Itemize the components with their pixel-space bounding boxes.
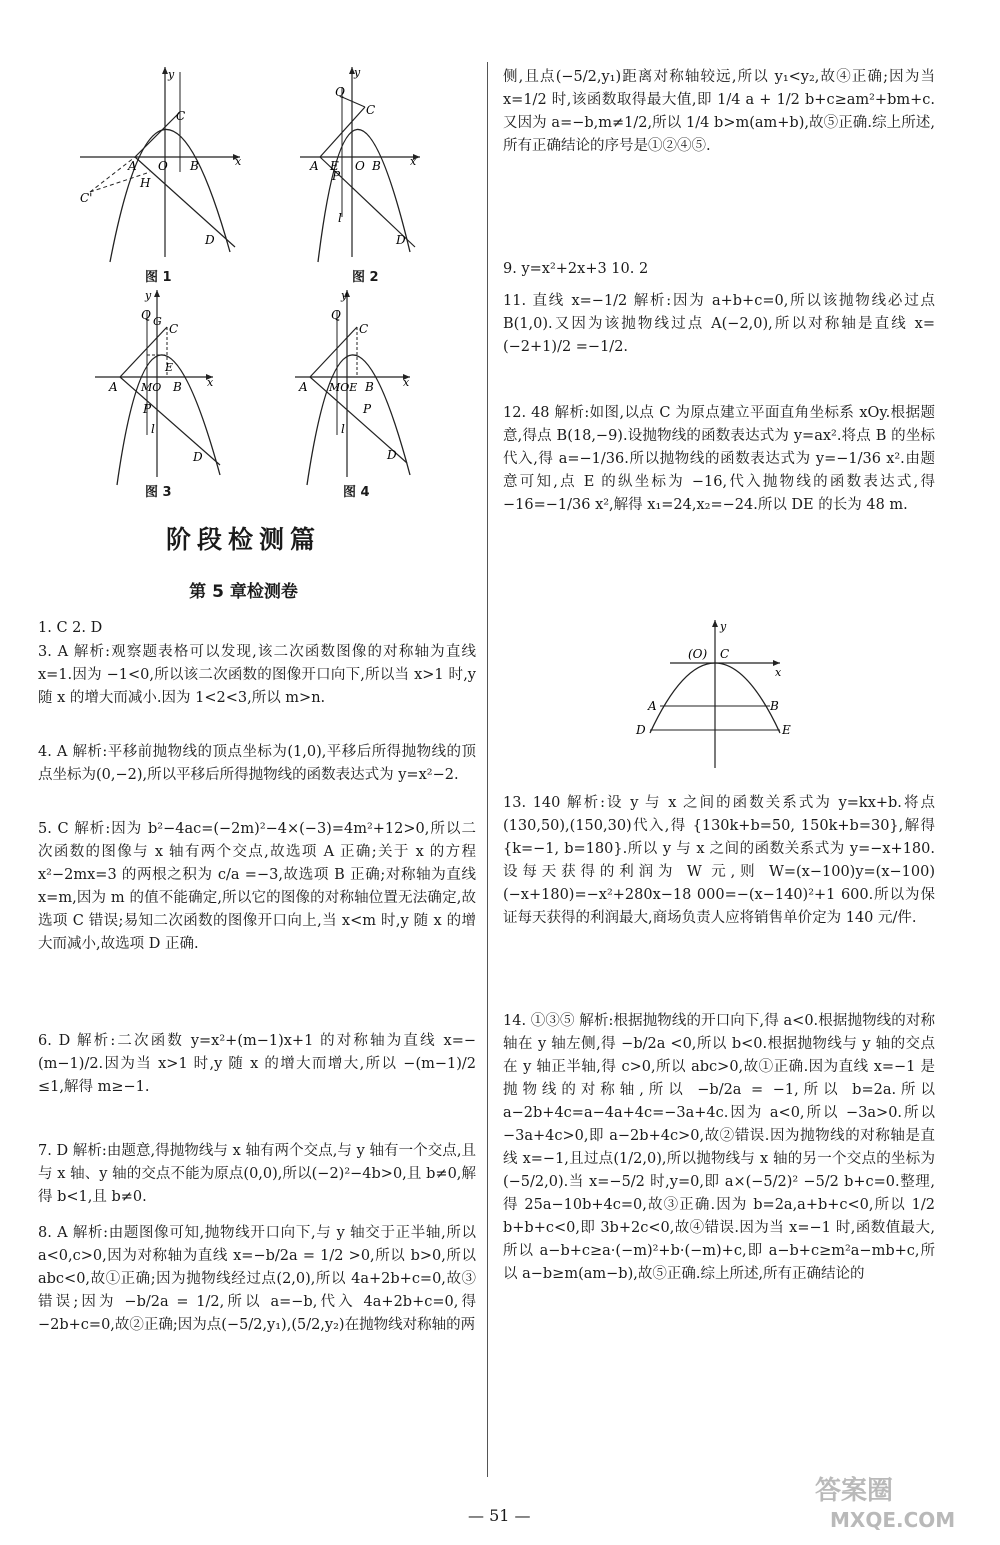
answer-6: 6. D 解析:二次函数 y=x²+(m−1)x+1 的对称轴为直线 x=−(m−1)/2.因为当 x>1 时,y 随 x 的增大而增大,所以 −(m−1)/2 ≤1,解得 m≥−1. (38, 1033, 476, 1095)
answer-14: 14. ①③⑤ 解析:根据抛物线的开口向下,得 a<0.根据抛物线的对称轴在 y 轴左侧,得 −b/2a <0,所以 b<0.根据抛物线与 y 轴的交点在 y 轴正半轴,得 c>0,所以 abc>0,故①正确.因为直线 x=−1 是抛物线的对称轴,所以 −b/2a = −1,所以 b=2a.所以 a−2b+4c=a−4a+4c=−3a+4c.因为 a<0,所以 −3a>0.所以 −3a+4c>0,即 a−2b+4c>0,故②错误.因为抛物线的对称轴是直线 x=−1,且过点(1/2,0),所以抛物线与 x 轴的另一个交点的坐标为(−5/2,0).当 x=−5/2 时,y=0,即 a×(−5/2)² −5/2 b+c=0.整理,得 25a−10b+4c=0,故③正确.因为 b=2a,a+b+c<0,所以 1/2 b+b+c<0,即 3b+2c<0,故④错误.因为当 x=−1 时,函数值最大,所以 a−b+c≥a·(−m)²+b·(−m)+c,即 a−b+c≥m²a−mb+c,所以 a−b≥m(am−b),故⑤正确.综上所述,所有正确结论的 (503, 1013, 935, 1282)
answer-4: 4. A 解析:平移前抛物线的顶点坐标为(1,0),平移后所得抛物线的顶点坐标为(0,−2),所以平移后所得抛物线的函数表达式为 y=x²−2. (38, 744, 476, 783)
fig1-label-d: D (205, 233, 215, 247)
figure-4-caption: 图 4 (343, 485, 370, 500)
fig1-label-h: H (140, 176, 151, 190)
figure-4 (295, 285, 465, 500)
fig12-label-e: E (782, 723, 791, 737)
watermark-logo: 答案圈 (815, 1476, 894, 1506)
fig4-label-l: l (341, 422, 345, 436)
fig2-label-e: E (330, 159, 339, 173)
figure-2-drawing (300, 62, 470, 262)
answer-1-2: 1. C 2. D (38, 620, 103, 636)
fig2-label-b: B (372, 159, 381, 173)
chapter-title: 第 5 章检测卷 (189, 582, 298, 602)
fig4-label-moe: MOE (329, 381, 358, 394)
watermark-url: MXQE.COM (830, 1508, 956, 1532)
fig3-label-x: x (207, 376, 214, 389)
answer-8: 8. A 解析:由题图像可知,抛物线开口向下,与 y 轴交于正半轴,所以 a<0,c>0,因为对称轴为直线 x=−b/2a = 1/2 >0,所以 b>0,所以 abc<0,故①正确;因为抛物线经过点(2,0),所以 4a+2b+c=0,故③错误;因为 −b/2a = 1/2,所以 a=−b,代入 4a+2b+c=0,得 −2b+c=0,故②正确;因为点(−5/2,y₁),(5/2,y₂)在抛物线对称轴的两 (38, 1225, 476, 1333)
fig12-label-y: y (720, 620, 727, 633)
answer-5: 5. C 解析:因为 b²−4ac=(−2m)²−4×(−3)=4m²+12>0,所以二次函数的图像与 x 轴有两个交点,故选项 A 正确;关于 x 的方程 x²−2mx=3 的两根之积为 c/a =−3,故选项 B 正确;对称轴为直线 x=m,因为 m 的值不能确定,所以它的图像的对称轴位置无法确定,故选项 C 错误;易知二次函数的图像开口向上,当 x<m 时,y 随 x 的增大而减小,故选项 D 正确. (38, 821, 476, 952)
fig12-label-o: (O) (688, 647, 708, 661)
fig3-label-a: A (109, 380, 118, 394)
fig1-label-y: y (168, 68, 175, 81)
fig3-label-q: Q (141, 308, 151, 322)
fig12-label-c: C (720, 647, 730, 661)
fig1-label-a: A (128, 159, 137, 173)
fig4-label-d: D (387, 448, 397, 462)
fig12-label-b: B (770, 699, 779, 713)
figure-2-caption: 图 2 (352, 270, 379, 285)
fig4-label-y: y (341, 289, 348, 302)
fig1-label-c: C (176, 109, 186, 123)
column-divider (487, 62, 488, 1477)
answer-13: 13. 140 解析:设 y 与 x 之间的函数关系式为 y=kx+b.将点(130,50),(150,30)代入,得 {130k+b=50, 150k+b=30},解得 {k=−1, b=180}.所以 y 与 x 之间的函数关系式为 y=−x+180.设每天获得的利润为 W 元,则 W=(x−100)y=(x−100)(−x+180)=−x²+280x−18 000=−(x−140)²+1 600.所以为保证每天获得的利润最大,商场负责人应将销售单价定为 140 元/件. (503, 795, 935, 926)
fig4-label-b: B (365, 380, 374, 394)
fig3-label-c: C (169, 322, 179, 336)
fig1-label-b: B (190, 159, 199, 173)
fig2-label-y: y (354, 66, 361, 79)
fig2-label-c: C (366, 103, 376, 117)
fig1-label-c-prime: C' (80, 191, 93, 205)
fig4-label-x: x (403, 376, 410, 389)
fig4-label-q: Q (331, 308, 341, 322)
fig2-label-x: x (410, 155, 417, 168)
answer-7: 7. D 解析:由题意,得抛物线与 x 轴有两个交点,与 y 轴有一个交点,且与 x 轴、y 轴的交点不能为原点(0,0),所以(−2)²−4b>0,且 b≠0,解得 b<1,且 b≠0. (38, 1143, 476, 1205)
page-number: — 51 — (468, 1506, 531, 1525)
fig4-label-a: A (299, 380, 308, 394)
answer-11: 11. 直线 x=−1/2 解析:因为 a+b+c=0,所以该抛物线必过点 B(1,0).又因为该抛物线过点 A(−2,0),所以对称轴是直线 x=(−2+1)/2 =−1/2. (503, 293, 935, 355)
fig2-label-l: l (338, 211, 342, 225)
fig2-label-o: O (355, 159, 365, 173)
figure-1 (80, 62, 250, 285)
answer-3: 3. A 解析:观察题表格可以发现,该二次函数图像的对称轴为直线 x=1.因为 −1<0,所以该二次函数的图像开口向下,所以当 x>1 时,y 随 x 的增大而减小.因为 1<2<3,所以 m>n. (38, 644, 476, 706)
fig3-label-g: G (153, 315, 162, 328)
figure-1-caption: 图 1 (145, 270, 172, 285)
fig3-label-e: E (165, 361, 174, 374)
figure-12 (630, 618, 820, 770)
figure-12-drawing (630, 618, 820, 770)
answer-9-10: 9. y=x²+2x+3 10. 2 (503, 261, 649, 277)
fig3-label-mo: MO (141, 381, 162, 394)
fig3-label-b: B (173, 380, 182, 394)
figure-3 (95, 285, 265, 500)
fig4-label-c: C (359, 322, 369, 336)
answer-12: 12. 48 解析:如图,以点 C 为原点建立平面直角坐标系 xOy.根据题意,得点 B(18,−9).设抛物线的函数表达式为 y=ax².将点 B 的坐标代入,得 a=−1/36.所以抛物线的函数表达式为 y=−1/36 x².由题意可知,点 E 的纵坐标为 −16,代入抛物线的函数表达式,得 −16=−1/36 x²,解得 x₁=24,x₂=−24.所以 DE 的长为 48 m. (503, 405, 935, 513)
fig2-label-q: Q (335, 85, 345, 99)
fig1-label-o: O (158, 159, 168, 173)
figure-3-caption: 图 3 (145, 485, 172, 500)
section-title: 阶段检测篇 (165, 525, 321, 554)
answer-8-continued: 侧,且点(−5/2,y₁)距离对称轴较远,所以 y₁<y₂,故④正确;因为当 x=1/2 时,该函数取得最大值,即 1/4 a + 1/2 b+c≥am²+bm+c.又因为 a=−b,m≠1/2,所以 1/4 b>m(am+b),故⑤正确.综上所述,所有正确结论的序号是①②④⑤. (503, 69, 935, 154)
fig3-label-d: D (193, 450, 203, 464)
fig3-label-y: y (145, 289, 152, 302)
figure-2 (300, 62, 470, 285)
fig3-label-p: P (143, 402, 152, 416)
figure-1-drawing (80, 62, 250, 262)
figure-3-drawing (95, 285, 265, 485)
fig3-label-l: l (151, 422, 155, 436)
fig12-label-x: x (775, 666, 782, 679)
fig4-label-p: P (363, 402, 372, 416)
fig12-label-d: D (636, 723, 646, 737)
figure-4-drawing (295, 285, 465, 485)
fig2-label-p: P (332, 169, 341, 183)
fig2-label-a: A (310, 159, 319, 173)
fig12-label-a: A (648, 699, 657, 713)
fig1-label-x: x (235, 155, 242, 168)
fig2-label-d: D (396, 233, 406, 247)
